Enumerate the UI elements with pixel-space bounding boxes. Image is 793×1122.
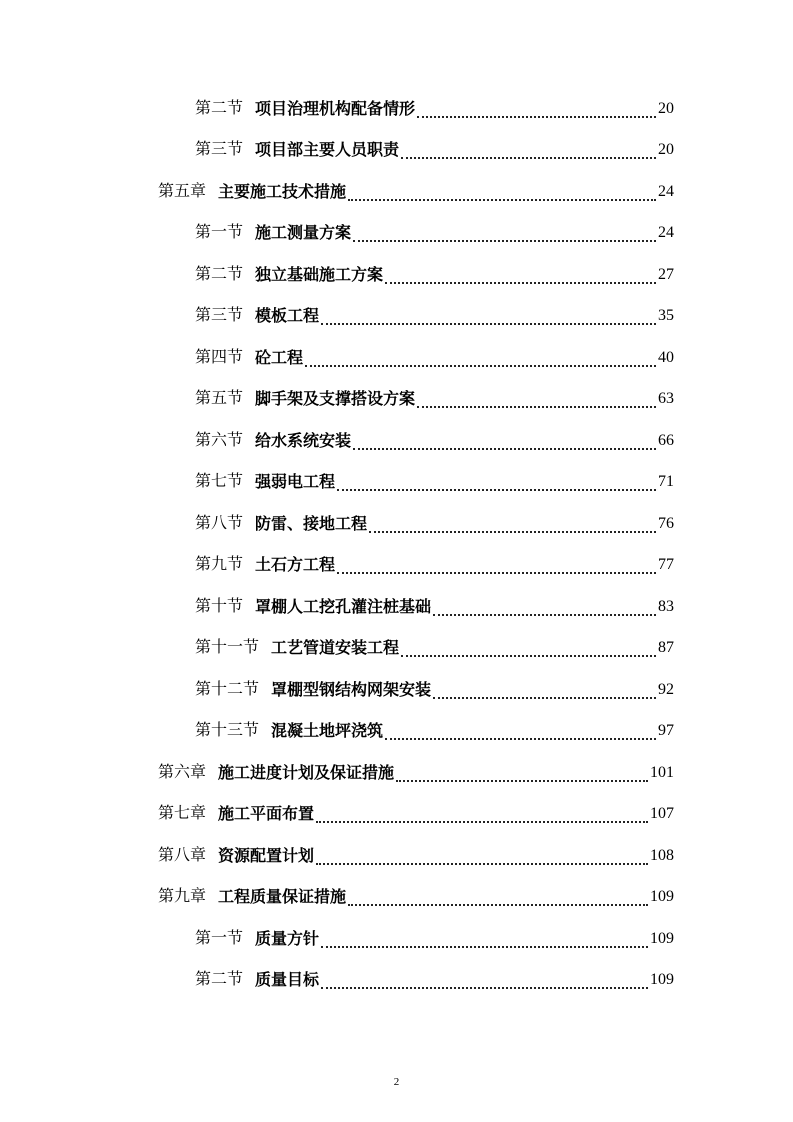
toc-dot-leader	[316, 807, 648, 823]
toc-entry-prefix: 第九章	[158, 888, 207, 906]
toc-entry-title: 土石方工程	[255, 555, 336, 575]
toc-entry-title: 工艺管道安装工程	[271, 638, 400, 658]
toc-dot-leader	[348, 185, 656, 201]
toc-entry-prefix: 第五节	[195, 390, 244, 408]
toc-entry-prefix: 第十一节	[195, 639, 260, 657]
toc-dot-leader	[417, 102, 656, 118]
toc-entry-prefix: 第七章	[158, 805, 207, 823]
toc-entry-prefix: 第六章	[158, 763, 207, 781]
toc-dot-leader	[321, 932, 648, 948]
toc-entry-prefix: 第十二节	[195, 680, 260, 698]
toc-entry-title: 质量方针	[255, 928, 320, 948]
toc-entry-title: 施工进度计划及保证措施	[218, 762, 395, 782]
toc-entry[interactable]	[195, 628, 674, 670]
toc-entry-page: 40	[658, 348, 674, 366]
toc-entry-title: 项目部主要人员职责	[255, 140, 400, 160]
toc-entry-page: 24	[658, 224, 674, 242]
toc-entry[interactable]	[195, 960, 674, 1002]
toc-entry-title: 罩棚人工挖孔灌注桩基础	[255, 596, 432, 616]
toc-entry-prefix: 第二节	[195, 265, 244, 283]
toc-entry-page: 35	[658, 307, 674, 325]
toc-entry-prefix: 第二节	[195, 99, 244, 117]
toc-entry-prefix: 第七节	[195, 473, 244, 491]
toc-entry-page: 108	[650, 846, 674, 864]
toc-entry[interactable]	[195, 254, 674, 296]
toc-entry-prefix: 第八节	[195, 514, 244, 532]
toc-dot-leader	[348, 890, 648, 906]
toc-entry-title: 施工测量方案	[255, 223, 352, 243]
toc-dot-leader	[385, 268, 656, 284]
toc-entry[interactable]	[195, 462, 674, 504]
toc-entry[interactable]	[158, 171, 674, 213]
toc-entry[interactable]	[195, 213, 674, 255]
toc-entry[interactable]	[195, 88, 674, 130]
toc-entry-page: 101	[650, 763, 674, 781]
toc-entry-prefix: 第四节	[195, 348, 244, 366]
toc-entry-prefix: 第六节	[195, 431, 244, 449]
toc-dot-leader	[337, 558, 656, 574]
toc-entry-prefix: 第五章	[158, 182, 207, 200]
toc-entry-page: 97	[658, 722, 674, 740]
toc-dot-leader	[316, 849, 648, 865]
toc-entry-title: 资源配置计划	[218, 845, 315, 865]
toc-entry-page: 87	[658, 639, 674, 657]
toc-entry[interactable]	[158, 877, 674, 919]
toc-entry-prefix: 第十节	[195, 597, 244, 615]
table-of-contents	[0, 88, 793, 1001]
toc-entry[interactable]	[195, 711, 674, 753]
toc-dot-leader	[396, 766, 648, 782]
toc-entry-prefix: 第三节	[195, 141, 244, 159]
toc-entry[interactable]	[195, 918, 674, 960]
toc-entry-title: 独立基础施工方案	[255, 264, 384, 284]
toc-entry[interactable]	[195, 337, 674, 379]
toc-dot-leader	[401, 641, 656, 657]
toc-entry-title: 强弱电工程	[255, 472, 336, 492]
toc-entry-title: 工程质量保证措施	[218, 887, 347, 907]
toc-entry-page: 27	[658, 265, 674, 283]
toc-entry-prefix: 第一节	[195, 224, 244, 242]
toc-entry-title: 质量目标	[255, 970, 320, 990]
toc-entry-title: 主要施工技术措施	[218, 181, 347, 201]
toc-entry-page: 76	[658, 514, 674, 532]
toc-entry[interactable]	[195, 420, 674, 462]
toc-entry-title: 砼工程	[255, 347, 304, 367]
toc-entry-page: 63	[658, 390, 674, 408]
toc-dot-leader	[385, 724, 656, 740]
toc-entry-page: 20	[658, 99, 674, 117]
toc-entry[interactable]	[195, 130, 674, 172]
toc-entry[interactable]	[195, 379, 674, 421]
toc-entry-prefix: 第一节	[195, 929, 244, 947]
toc-entry-page: 92	[658, 680, 674, 698]
toc-dot-leader	[401, 143, 656, 159]
toc-entry-page: 71	[658, 473, 674, 491]
toc-entry[interactable]	[158, 752, 674, 794]
toc-dot-leader	[337, 475, 656, 491]
toc-entry[interactable]	[195, 296, 674, 338]
toc-entry-page: 20	[658, 141, 674, 159]
toc-dot-leader	[321, 973, 648, 989]
page-number: 2	[393, 1076, 400, 1088]
toc-entry-page: 24	[658, 182, 674, 200]
toc-entry-title: 罩棚型钢结构网架安装	[271, 679, 432, 699]
toc-entry-title: 模板工程	[255, 306, 320, 326]
toc-dot-leader	[369, 517, 656, 533]
toc-entry-page: 107	[650, 805, 674, 823]
toc-entry-title: 给水系统安装	[255, 430, 352, 450]
toc-dot-leader	[417, 392, 656, 408]
toc-entry[interactable]	[195, 545, 674, 587]
toc-entry-page: 66	[658, 431, 674, 449]
toc-entry-page: 77	[658, 556, 674, 574]
toc-dot-leader	[321, 309, 656, 325]
toc-entry-title: 施工平面布置	[218, 804, 315, 824]
toc-dot-leader	[433, 600, 656, 616]
toc-entry[interactable]	[195, 586, 674, 628]
toc-entry-title: 混凝土地坪浇筑	[271, 721, 384, 741]
toc-dot-leader	[353, 226, 656, 242]
toc-entry-title: 防雷、接地工程	[255, 513, 368, 533]
toc-entry-page: 109	[650, 971, 674, 989]
toc-entry-prefix: 第十三节	[195, 722, 260, 740]
toc-entry[interactable]	[158, 794, 674, 836]
toc-entry-prefix: 第九节	[195, 556, 244, 574]
toc-entry[interactable]	[158, 835, 674, 877]
toc-dot-leader	[305, 351, 656, 367]
toc-entry[interactable]	[195, 503, 674, 545]
toc-entry[interactable]	[195, 669, 674, 711]
toc-entry-prefix: 第三节	[195, 307, 244, 325]
toc-dot-leader	[433, 683, 656, 699]
toc-entry-title: 项目治理机构配备情形	[255, 98, 416, 118]
toc-entry-page: 109	[650, 888, 674, 906]
toc-entry-prefix: 第八章	[158, 846, 207, 864]
toc-entry-title: 脚手架及支撑搭设方案	[255, 389, 416, 409]
toc-entry-page: 83	[658, 597, 674, 615]
toc-entry-prefix: 第二节	[195, 971, 244, 989]
toc-entry-page: 109	[650, 929, 674, 947]
toc-dot-leader	[353, 434, 656, 450]
